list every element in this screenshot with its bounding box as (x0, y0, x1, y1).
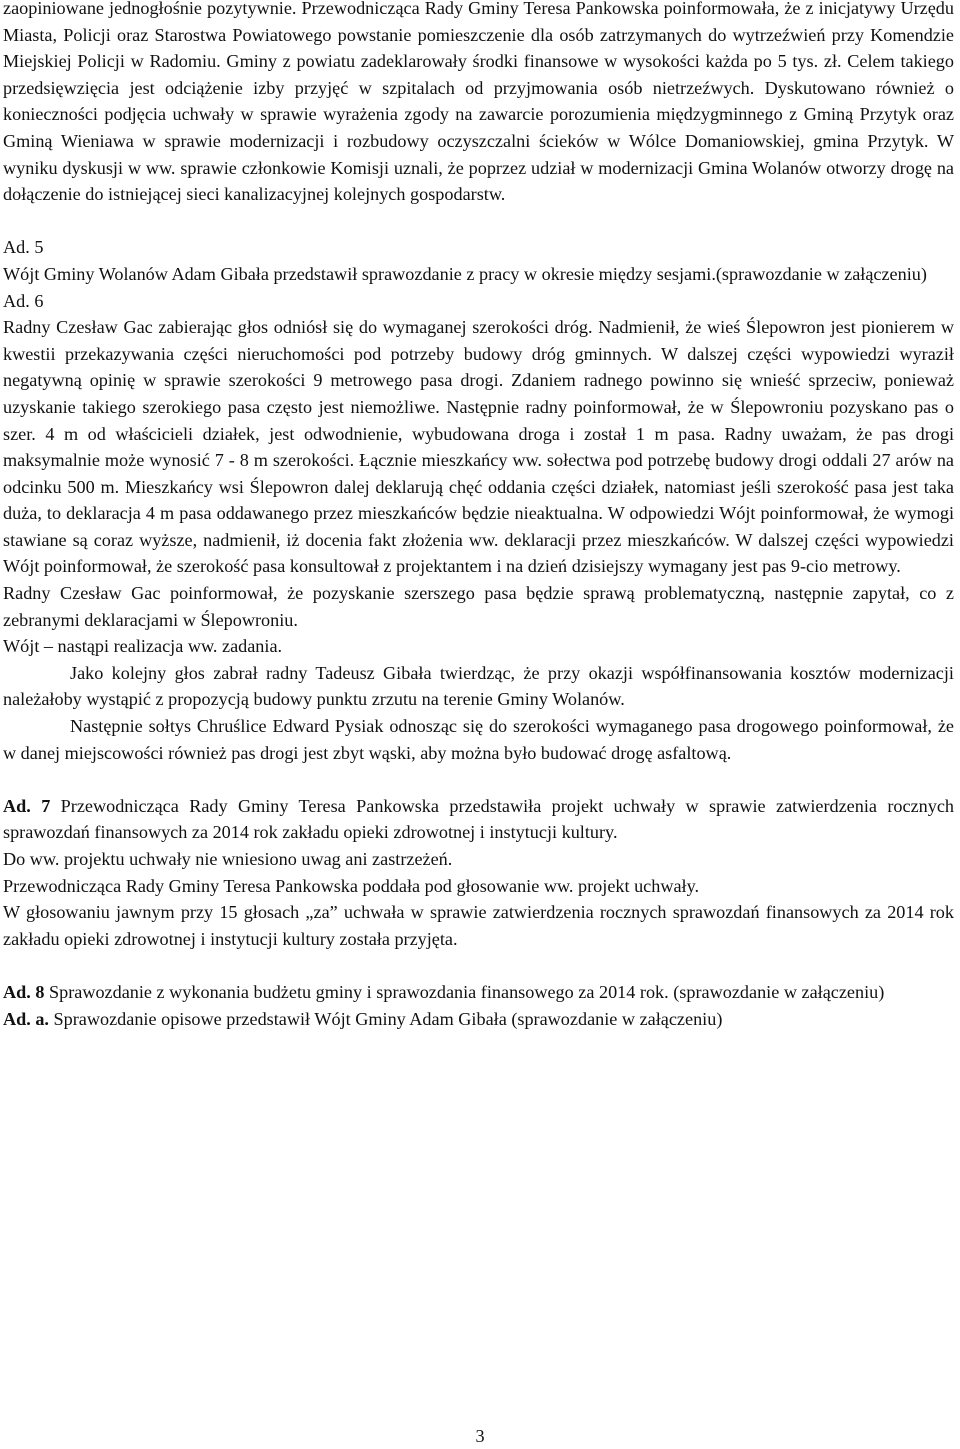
document-body (3, 0, 954, 1032)
paragraph-ad-a (3, 1006, 954, 1033)
agenda-label-ad8: Ad. 8 (3, 981, 45, 1002)
paragraph-intro-meeting: zaopiniowane jednogłośnie pozytywnie. Przewodnicząca Rady Gminy Teresa Pankowska poinformowała, że z inicjatywy Urzędu Miasta, Policji oraz Starostwa Powiatowego powstanie pomieszczenie dla osób zatrzymanych do wytrzeźwień przy Komendzie Miejskiej Policji w Radomiu. Gminy z powiatu zadeklarowały środki finansowe w wysokości każda po 5 tys. zł. Celem takiego przedsięwzięcia jest odciążenie izby przyjęć w szpitalach od przyjmowania osób nietrzeźwych. Dyskutowano również o konieczności podjęcia uchwały w sprawie wyrażenia zgody na zawarcie porozumienia międzygminnego z Gminą Przytyk oraz Gminą Wieniawa w sprawie modernizacji i rozbudowy oczyszczalni ścieków w Wólce Domaniowskiej, gmina Przytyk. W wyniku dyskusji w ww. sprawie członkowie Komisji uznali, że poprzez udział w modernizacji Gmina Wolanów otworzy drogę na dołączenie do istniejącej sieci kanalizacyjnej kolejnych gospodarstw. (3, 0, 954, 205)
agenda-label-ad7: Ad. (3, 795, 31, 816)
spacer (3, 766, 954, 793)
paragraph-ad7-no-remarks: Do ww. projektu uchwały nie wniesiono uwag ani zastrzeżeń. (3, 849, 453, 869)
spacer (3, 952, 954, 979)
paragraph-ad6-gac-reply: Radny Czesław Gac poinformował, że pozyskanie szerszego pasa będzie sprawą problematyczną, następnie zapytał, co z zebranymi deklaracjami w Ślepowroniu. (3, 583, 954, 630)
paragraph-ad-a-text: Sprawozdanie opisowe przedstawił Wójt Gminy Adam Gibała (sprawozdanie w załączeniu) (53, 1008, 723, 1029)
agenda-number-ad7: 7 (41, 795, 51, 816)
paragraph-ad8-text: Sprawozdanie z wykonania budżetu gminy i sprawozdania finansowego za 2014 rok. (sprawozdanie w załączeniu) (48, 981, 885, 1002)
paragraph-ad7 (3, 793, 954, 846)
paragraph-ad8 (3, 979, 954, 1006)
paragraph-ad6: Radny Czesław Gac zabierając głos odniósł się do wymaganej szerokości dróg. Nadmienił, że wieś Ślepowron jest pionierem w kwestii przekazywania części nieruchomości pod potrzeby budowy dróg gminnych. W dalszej części wypowiedzi wyraził negatywną opinię w sprawie szerokości 9 metrowego pasa drogi. Zdaniem radnego powinno się wnieść sprzeciw, ponieważ uzyskanie takiego szerokiego pasa często jest niemożliwe. Następnie radny poinformował, że w Ślepowroniu pozyskano pas o szer. 4 m od właścicieli działek, jest odwodnienie, wybudowana droga i został 1 m pasa. Radny uważam, że pas drogi maksymalnie może wynosić 7 - 8 m szerokości. Łącznie mieszkańcy ww. sołectwa pod potrzebę budowy drogi oddali 27 arów na odcinku 500 m. Mieszkańcy wsi Ślepowron dalej deklarują chęć oddania części działek, natomiast jeśli szerokość pasa jest taka duża, to deklaracja 4 m pasa oddawanego przez mieszkańców będzie nieaktualna. W odpowiedzi Wójt poinformował, że wymogi stawiane są coraz wyższe, nadmienił, iż docenia fakt złożenia ww. deklaracji przez mieszkańców. W dalszej części wypowiedzi Wójt poinformował, że szerokość pasa konsultował z projektantem i na dzień dzisiejszy wymagany jest pas 9-cio metrowy. (3, 317, 954, 577)
spacer (3, 208, 954, 235)
agenda-label-ad-a: Ad. a. (3, 1008, 49, 1029)
agenda-heading-ad5: Ad. 5 (3, 237, 44, 258)
paragraph-ad7-vote-call: Przewodnicząca Rady Gminy Teresa Pankowska poddała pod głosowanie ww. projekt uchwały. (3, 875, 700, 896)
paragraph-ad5: Wójt Gminy Wolanów Adam Gibała przedstawił sprawozdanie z pracy w okresie między sesjami.(sprawozdanie w załączeniu) (3, 263, 927, 284)
paragraph-ad7-text: Przewodnicząca Rady Gminy Teresa Pankowska przedstawiła projekt uchwały w sprawie zatwierdzenia rocznych sprawozdań finansowych za 2014 rok zakładu opieki zdrowotnej i instytucji kultury. (3, 795, 955, 843)
agenda-heading-ad6: Ad. 6 (3, 290, 44, 311)
paragraph-ad7-vote-result: W głosowaniu jawnym przy 15 głosach „za” uchwała w sprawie zatwierdzenia rocznych sprawozdań finansowych za 2014 rok zakładu opieki zdrowotnej i instytucji kultury została przyjęta. (3, 902, 954, 949)
paragraph-ad6-gibala: Jako kolejny głos zabrał radny Tadeusz Gibała twierdząc, że przy okazji współfinansowania kosztów modernizacji należałoby wystąpić z propozycją budowy punktu zrzutu na terenie Gminy Wolanów. (3, 662, 954, 710)
paragraph-ad6-wojt-reply: Wójt – nastąpi realizacja ww. zadania. (3, 636, 283, 657)
page-number: 3 (475, 1426, 485, 1446)
paragraph-ad6-pysiak: Następnie sołtys Chruślice Edward Pysiak odnosząc się do szerokości wymaganego pasa drogowego poinformował, że w danej miejscowości również pas drogi jest zbyt wąski, aby można było budować drogę asfaltową. (3, 716, 954, 763)
